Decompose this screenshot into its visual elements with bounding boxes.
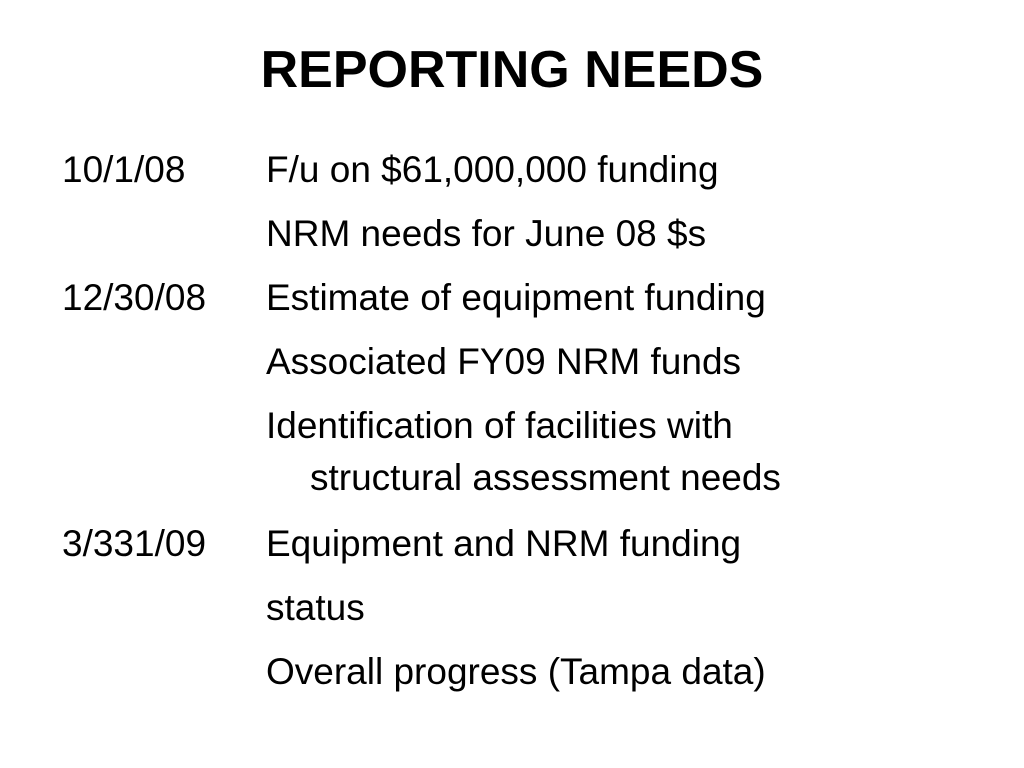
schedule-item: Estimate of equipment funding xyxy=(266,277,766,318)
schedule-row xyxy=(62,208,962,272)
reporting-schedule xyxy=(62,144,962,710)
slide-title: REPORTING NEEDS xyxy=(260,41,764,99)
schedule-item: Overall progress (Tampa data) xyxy=(266,651,766,692)
schedule-row xyxy=(62,518,962,582)
schedule-item: F/u on $61,000,000 funding xyxy=(266,149,719,190)
schedule-item: NRM needs for June 08 $s xyxy=(266,213,707,254)
schedule-date: 12/30/08 xyxy=(62,277,207,318)
schedule-item: Associated FY09 NRM funds xyxy=(266,341,742,382)
schedule-row xyxy=(62,582,962,646)
schedule-item: status xyxy=(266,587,365,628)
schedule-item-continuation: structural assessment needs xyxy=(310,457,781,498)
schedule-row xyxy=(62,272,962,336)
schedule-row xyxy=(62,400,962,518)
schedule-item-multiline xyxy=(266,400,781,504)
schedule-row xyxy=(62,646,962,710)
schedule-row xyxy=(62,336,962,400)
schedule-item: Equipment and NRM funding xyxy=(266,523,742,564)
schedule-row xyxy=(62,144,962,208)
schedule-date: 3/331/09 xyxy=(62,523,207,564)
schedule-date: 10/1/08 xyxy=(62,149,186,190)
schedule-item: Identification of facilities with xyxy=(266,405,733,446)
